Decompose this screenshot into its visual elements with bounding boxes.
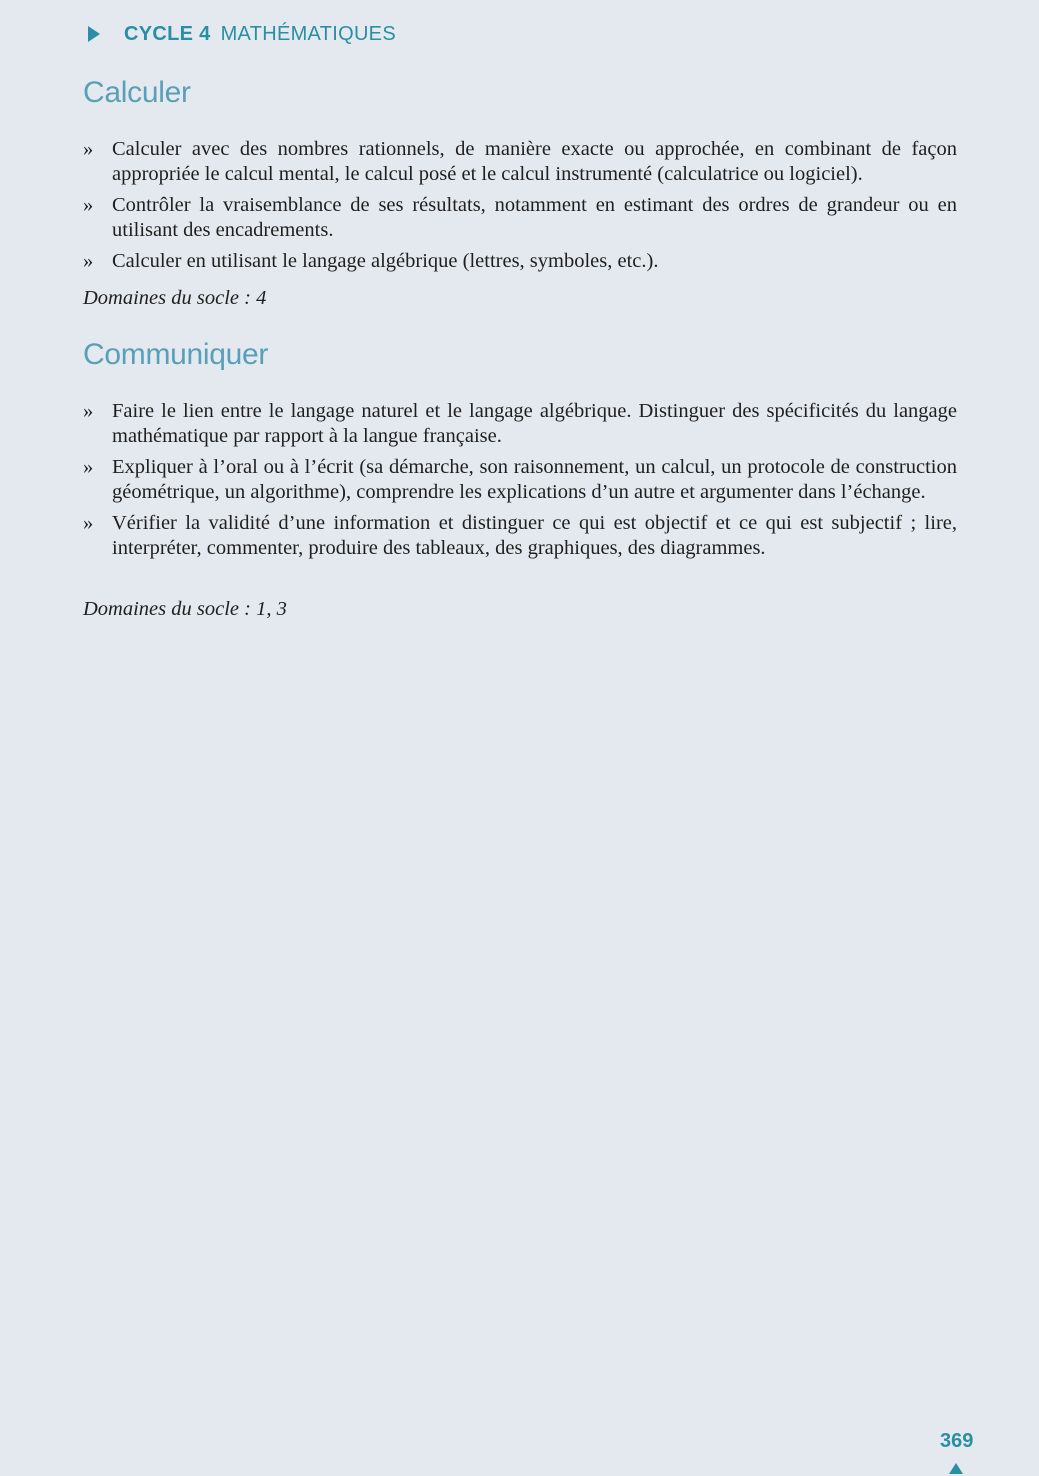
bullet-glyph: » <box>83 250 94 272</box>
list-item <box>83 137 957 187</box>
list-item-text: Calculer avec des nombres rationnels, de manière exacte ou approchée, en combinant de façon appropriée le calcul mental, le calcul posé et le calcul instrumenté (calculatrice ou logiciel). <box>112 138 957 185</box>
domaines-socle: Domaines du socle : 1, 3 <box>83 598 287 620</box>
header-cycle: CYCLE 4 <box>124 22 211 45</box>
list-item <box>83 511 957 561</box>
bullet-glyph: » <box>83 194 94 216</box>
list-item <box>83 455 957 505</box>
list-item-text: Calculer en utilisant le langage algébrique (lettres, symboles, etc.). <box>112 250 659 272</box>
section-title-calculer: Calculer <box>83 76 191 109</box>
list-item-text: Contrôler la vraisemblance de ses résultats, notamment en estimant des ordres de grandeur ou en utilisant des encadrements. <box>112 194 957 241</box>
bullet-glyph: » <box>83 400 94 422</box>
list-item <box>83 193 957 243</box>
list-calculer <box>83 137 957 280</box>
list-communiquer <box>83 399 957 567</box>
section-title-communiquer: Communiquer <box>83 338 269 371</box>
page-number: 369 <box>940 1430 974 1452</box>
bullet-glyph: » <box>83 512 94 534</box>
header-subject: MATHÉMATIQUES <box>220 22 396 45</box>
triangle-up-icon <box>949 1463 963 1474</box>
bullet-glyph: » <box>83 456 94 478</box>
domaines-socle: Domaines du socle : 4 <box>83 287 267 309</box>
list-item-text: Expliquer à l’oral ou à l’écrit (sa démarche, son raisonnement, un calcul, un protocole de construction géométrique, un algorithme), comprendre les explications d’un autre et argumenter dans l’échange. <box>112 456 957 503</box>
list-item-text: Faire le lien entre le langage naturel et le langage algébrique. Distinguer des spécificités du langage mathématique par rapport à la langue française. <box>112 400 957 447</box>
list-item <box>83 399 957 449</box>
list-item <box>83 249 957 274</box>
list-item-text: Vérifier la validité d’une information et distinguer ce qui est objectif et ce qui est subjectif ; lire, interpréter, commenter, produire des tableaux, des graphiques, des diagrammes. <box>112 512 957 559</box>
triangle-right-icon <box>88 26 100 42</box>
page-header <box>88 20 396 48</box>
bullet-glyph: » <box>83 138 94 160</box>
